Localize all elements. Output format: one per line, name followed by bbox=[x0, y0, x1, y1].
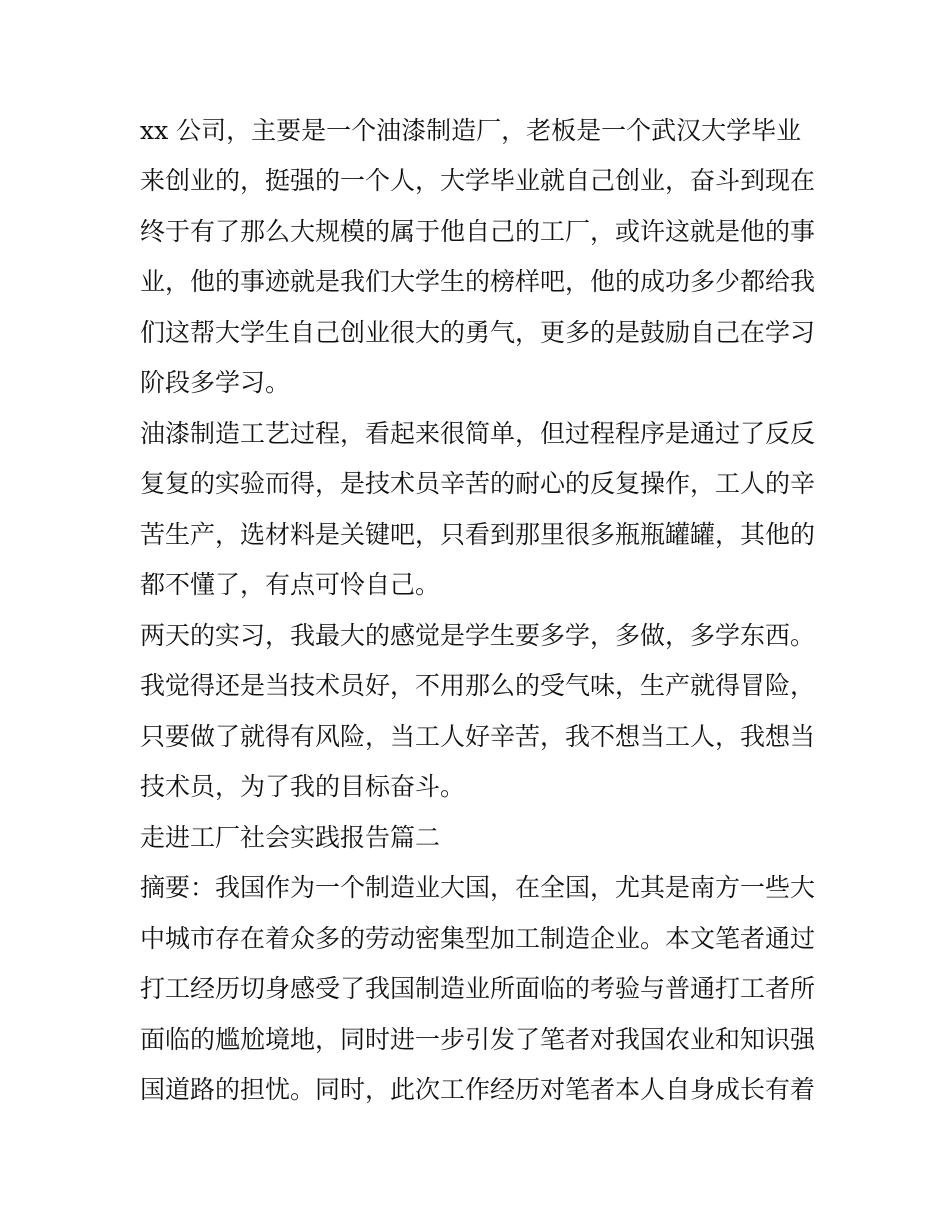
text-line: 复复的实验而得，是技术员辛苦的耐心的反复操作，工人的辛 bbox=[140, 469, 816, 498]
text-line: xx 公司，主要是一个油漆制造厂，老板是一个武汉大学毕业 bbox=[140, 116, 802, 145]
text-line: 技术员，为了我的目标奋斗。 bbox=[140, 772, 466, 801]
text-line: 油漆制造工艺过程，看起来很简单，但过程程序是通过了反反 bbox=[140, 419, 816, 448]
heading-line: 走进工厂社会实践报告篇二 bbox=[140, 823, 441, 852]
text-line: 中城市存在着众多的劳动密集型加工制造企业。本文笔者通过 bbox=[140, 924, 816, 953]
text-line: 两天的实习，我最大的感觉是学生要多学，多做，多学东西。 bbox=[140, 621, 816, 650]
text-line: 终于有了那么大规模的属于他自己的工厂，或许这就是他的事 bbox=[140, 217, 816, 246]
text-line: 面临的尴尬境地，同时进一步引发了笔者对我国农业和知识强 bbox=[140, 1025, 816, 1054]
text-line: 们这帮大学生自己创业很大的勇气，更多的是鼓励自己在学习 bbox=[140, 318, 816, 347]
text-line: 苦生产，选材料是关键吧，只看到那里很多瓶瓶罐罐，其他的 bbox=[140, 520, 816, 549]
text-line: 摘要：我国作为一个制造业大国，在全国，尤其是南方一些大 bbox=[140, 873, 816, 902]
text-line: 我觉得还是当技术员好，不用那么的受气味，生产就得冒险， bbox=[140, 671, 816, 700]
text-line: 来创业的，挺强的一个人，大学毕业就自己创业，奋斗到现在 bbox=[140, 166, 816, 195]
text-line: 国道路的担忧。同时，此次工作经历对笔者本人自身成长有着 bbox=[140, 1075, 816, 1104]
text-line: 都不懂了，有点可怜自己。 bbox=[140, 570, 441, 599]
text-line: 阶段多学习。 bbox=[140, 368, 291, 397]
text-line: 打工经历切身感受了我国制造业所面临的考验与普通打工者所 bbox=[140, 974, 816, 1003]
text-line: 业，他的事迹就是我们大学生的榜样吧，他的成功多少都给我 bbox=[140, 267, 816, 296]
text-line: 只要做了就得有风险，当工人好辛苦，我不想当工人，我想当 bbox=[140, 722, 816, 751]
